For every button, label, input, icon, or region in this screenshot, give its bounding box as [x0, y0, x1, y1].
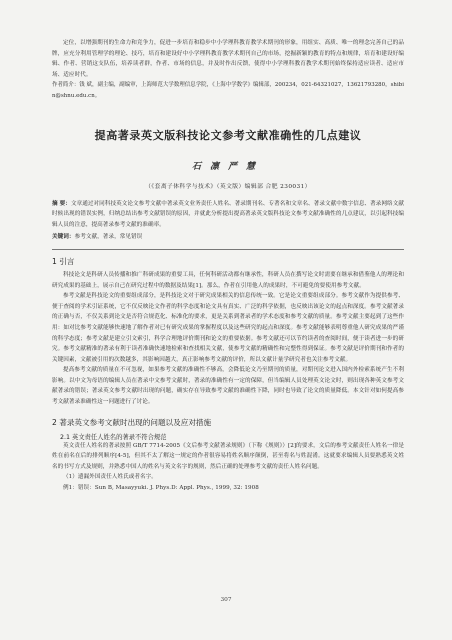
keywords-label: 关键词： [52, 234, 75, 241]
abstract [52, 199, 404, 231]
paper-affiliation: （《套离子体科学与技术》（英文版）编辑部 合肥 230031） [145, 183, 311, 190]
section-2-heading: 2 著录英文参考文献时出现的问题以及应对措施 [52, 417, 212, 427]
section-1-paragraph: 参考文献是科技论文的重要组成部分，是科技论文对于研究成果相关的信息传统一致。它是论文重要组成部分。参考文献作为提供参考、便于查阅的学术引证系统，它不仅反映论文作者的科学态度和论文具有真实、广泛的科学依据，也反映出该论文的起点和深度。参考文献著录的正确与否，不仅关系到论文是否符合规范化、标准化的要求，更是关系到著录者的学术态度和参考文献的质量。参考文献主要起到了这些作用：如对比参考文献能够快速地了解作者对已有研究成果的掌握程度以及这些研究的起点和深度。参考文献能够表明尊重他人研究成果的严谨的科学态度；参考文献是建立引文索引，科学合理地评价期刊和论文的重要依据。参考文献还可以节约读者的查阅时间，便于读者进一步的研究。参考文献精准的著录有利于读者准确快速地检索和查找相关文献，使参考文献的精确性和完整性得到保证。参考文献是评价期刊和作者的关键因素，文献被引用的次数越多，其影响因越大，真正影响参考文献的评价，所以文献计量学研究者也关注参考文献。 [52, 293, 404, 363]
paper-title: 提高著录英文版科技论文参考文献准确性的几点建议 [94, 128, 362, 142]
page-number: 307 [220, 597, 232, 603]
list-item-label: （1）遗漏外国责任人姓氏或者名字。 [63, 474, 157, 481]
example-citation: 例1：错误：Sun B, Masayyuki. J. Phys.D: Appl. Phys., 1999, 32: 1908 [63, 485, 259, 492]
section-2-1-heading: 2.1 英文责任人姓名的著录不符合规范 [60, 433, 167, 441]
section-1-heading: 1 引言 [52, 256, 75, 266]
abstract-text: 文章通过对同科技英文论文参考文献中著录英文业务责任人姓名、著录期刊名、专著名和文章名、著录文献中数字信息、著录网络文献时候出现的错误实例，归纳总结出参考文献错误的原因，并就此分析提出提高著录英文版科技论文参考文献准确性的几点建议，以引起科技编辑人员的注意，提高著录参考文献的准确率。 [52, 200, 404, 228]
section-1-paragraph: 科技论文是科研人员传播和推广科研成果的重要工具，任何科研活动都有继承性，科研人员在撰写论文时需要在继承和借鉴他人的理论和研究成果的基础上，展示自己在研究过程中的数据及结果[1]。那么，作者在引用他人的成果时，不可避免的要使用参考文献。 [52, 271, 404, 289]
abstract-label: 摘 要： [52, 200, 71, 207]
keywords [52, 232, 404, 243]
top-paragraph: 定位，以增强期刊的生命力和竞争力，促进一步培育和稳步中小学理科教育教学术期刊的形象，用组实、高质、唯一的理念完善自己的品牌，应充分利用管理学的理论、技巧，培育和建设好中小学理科教育教学术期刊自己的市场，挖掘新颖的教育的特点和规律，培育和建设好编辑、作者、营销这支队伍，培养读者群，作者、市场的信息，并及时作出反馈，使得中小学理科教育教学术期刊始终保持适应读者、适应市场、适应时代。 [52, 40, 404, 78]
section-1-paragraph: 提高参考文献的质量在不可忽视，如果参考文献的准确性不够高，会降低论文乃至期刊的质量，对期刊论文进入国内外检索系统产生不利影响。以中文为母语的编辑人员在著录中文参考文献时，著录的准确性有一定的保障，但当编辑人员处理英文论文时，则出现各种英文参考文献著录的错误；著录英文参考文献时出现的问题，确实存在导致参考文献的准确性下降，同时也导致了论文的质量降低。本文针对如何提高参考文献著录准确性这一问题进行了讨论。 [52, 367, 404, 406]
keywords-text: 参考文献，著录，常见错误 [74, 234, 143, 241]
author-info: 作者简介：钱 斌，副主编，副编审，上海师范大学数理信息学院，《上海中学数学》编辑部，200234，021-64321027，13621793280，shibin@shnu.edu.cn。 [52, 82, 404, 99]
section-divider [52, 249, 404, 250]
paper-authors: 石凛严慧 [191, 161, 264, 172]
section-2-1-paragraph: 英文责任人姓名的著录按照 GB/T 7714-2005《文后参考文献著录规则》（下称《规则》）[2]的要求，文后的参考文献责任人姓名一律是姓在前名在后的排列顺序[4-5]，但其不太了解这一规定的作者很容易将姓名顺序颠倒，甚至将名与姓混淆。这就要求编辑人员要熟悉英文姓名的书写方式及规则，并熟悉中国人的姓名与英文名字的规则，然后正确的处理参考文献的责任人姓名问题。 [52, 442, 404, 470]
